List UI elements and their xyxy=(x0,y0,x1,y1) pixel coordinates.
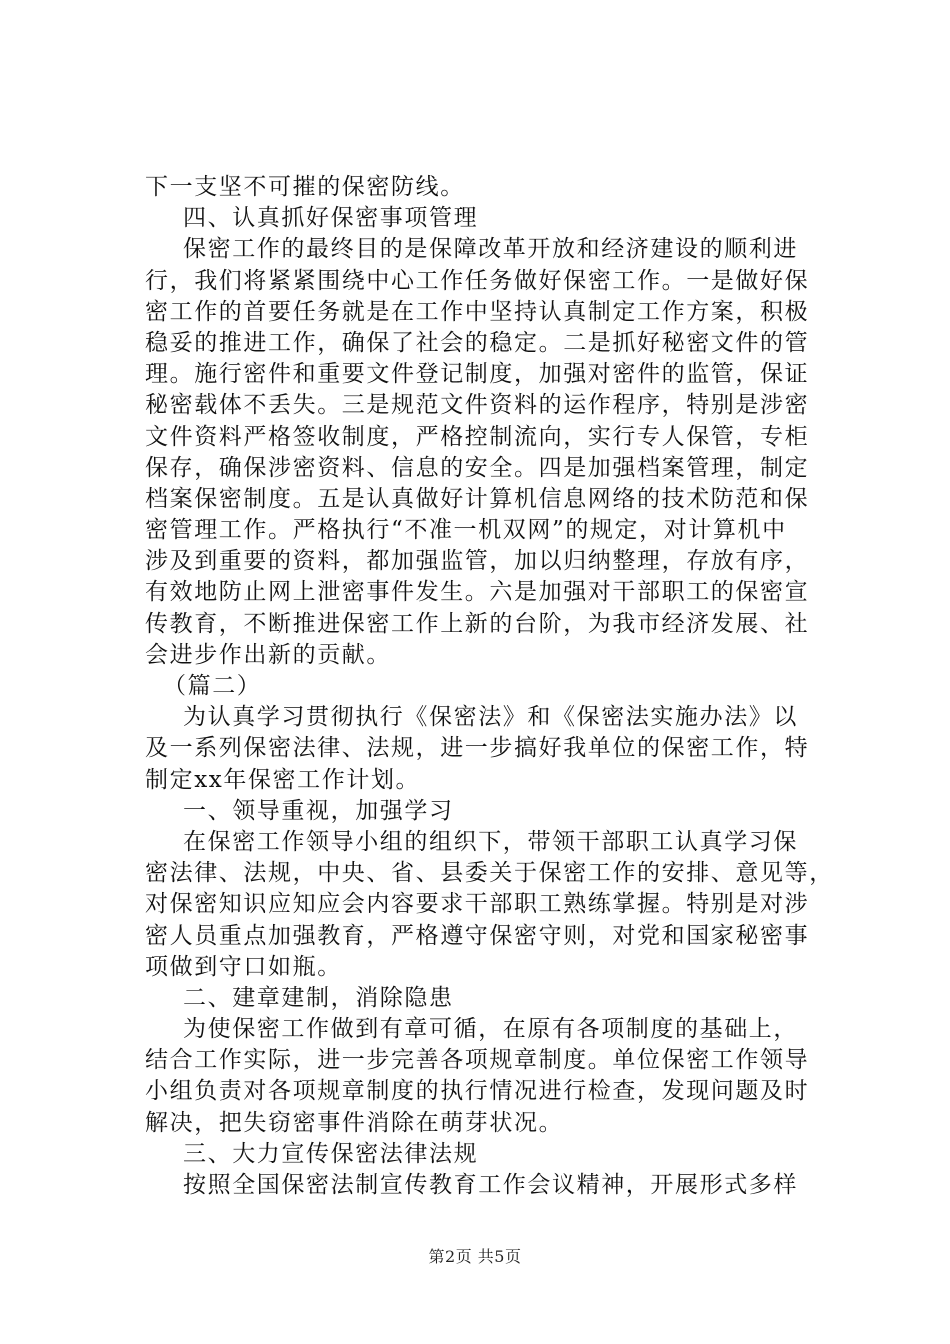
document-body xyxy=(145,172,835,1201)
text-line: 文件资料严格签收制度，严格控制流向，实行专人保管，专柜 xyxy=(145,423,810,450)
text-line: 秘密载体不丢失。三是规范文件资料的运作程序，特别是涉密 xyxy=(145,392,810,419)
text-line: 对保密知识应知应会内容要求干部职工熟练掌握。特别是对涉 xyxy=(145,891,810,918)
text-line: 解决，把失窃密事件消除在萌芽状况。 xyxy=(145,1109,564,1136)
text-line: 结合工作实际，进一步完善各项规章制度。单位保密工作领导 xyxy=(145,1047,810,1074)
text-line: 行，我们将紧紧围绕中心工作任务做好保密工作。一是做好保 xyxy=(145,267,810,294)
text-line: 及一系列保密法律、法规，进一步搞好我单位的保密工作，特 xyxy=(145,735,810,762)
text-line: 四、认真抓好保密事项管理 xyxy=(183,205,479,232)
text-line: 保存，确保涉密资料、信息的安全。四是加强档案管理，制定 xyxy=(145,454,810,481)
text-line: 保密工作的最终目的是保障改革开放和经济建设的顺利进 xyxy=(183,236,798,263)
text-line: 密法律、法规，中央、省、县委关于保密工作的安排、意见等， xyxy=(145,860,834,887)
text-line: 涉及到重要的资料，都加强监管，加以归纳整理，存放有序， xyxy=(145,548,810,575)
text-line: 三、大力宣传保密法律法规 xyxy=(183,1140,479,1167)
text-line: 下一支坚不可摧的保密防线。 xyxy=(145,174,465,200)
text-line: 密管理工作。严格执行“不准一机双网”的规定，对计算机中 xyxy=(145,517,787,544)
text-line: 有效地防止网上泄密事件发生。六是加强对干部职工的保密宣 xyxy=(145,579,810,606)
text-line: 理。施行密件和重要文件登记制度，加强对密件的监管，保证 xyxy=(145,361,810,388)
text-line: 密人员重点加强教育，严格遵守保密守则，对党和国家秘密事 xyxy=(145,922,810,949)
text-line: 密工作的首要任务就是在工作中坚持认真制定工作方案，积极 xyxy=(145,298,810,325)
text-line: 传教育，不断推进保密工作上新的台阶，为我市经济发展、社 xyxy=(145,610,810,637)
page-footer: 第2页 共5页 xyxy=(428,1247,522,1266)
text-line: 制定xx年保密工作计划。 xyxy=(145,766,421,793)
text-line: 会进步作出新的贡献。 xyxy=(145,641,391,668)
text-line: 为使保密工作做到有章可循，在原有各项制度的基础上， xyxy=(183,1016,798,1043)
text-line: 二、建章建制，消除隐患 xyxy=(183,984,454,1011)
text-line: 稳妥的推进工作，确保了社会的稳定。二是抓好秘密文件的管 xyxy=(145,329,810,356)
text-line: 在保密工作领导小组的组织下，带领干部职工认真学习保 xyxy=(183,828,798,855)
text-line: 按照全国保密法制宣传教育工作会议精神，开展形式多样 xyxy=(183,1172,798,1198)
text-line: 档案保密制度。五是认真做好计算机信息网络的技术防范和保 xyxy=(145,485,810,512)
text-line: 小组负责对各项规章制度的执行情况进行检查，发现问题及时 xyxy=(145,1078,810,1105)
text-line: 项做到守口如瓶。 xyxy=(145,953,342,980)
text-line: 为认真学习贯彻执行《保密法》和《保密法实施办法》以 xyxy=(183,704,798,731)
text-line: 一、领导重视，加强学习 xyxy=(183,797,454,824)
text-line: （篇二） xyxy=(163,673,262,699)
